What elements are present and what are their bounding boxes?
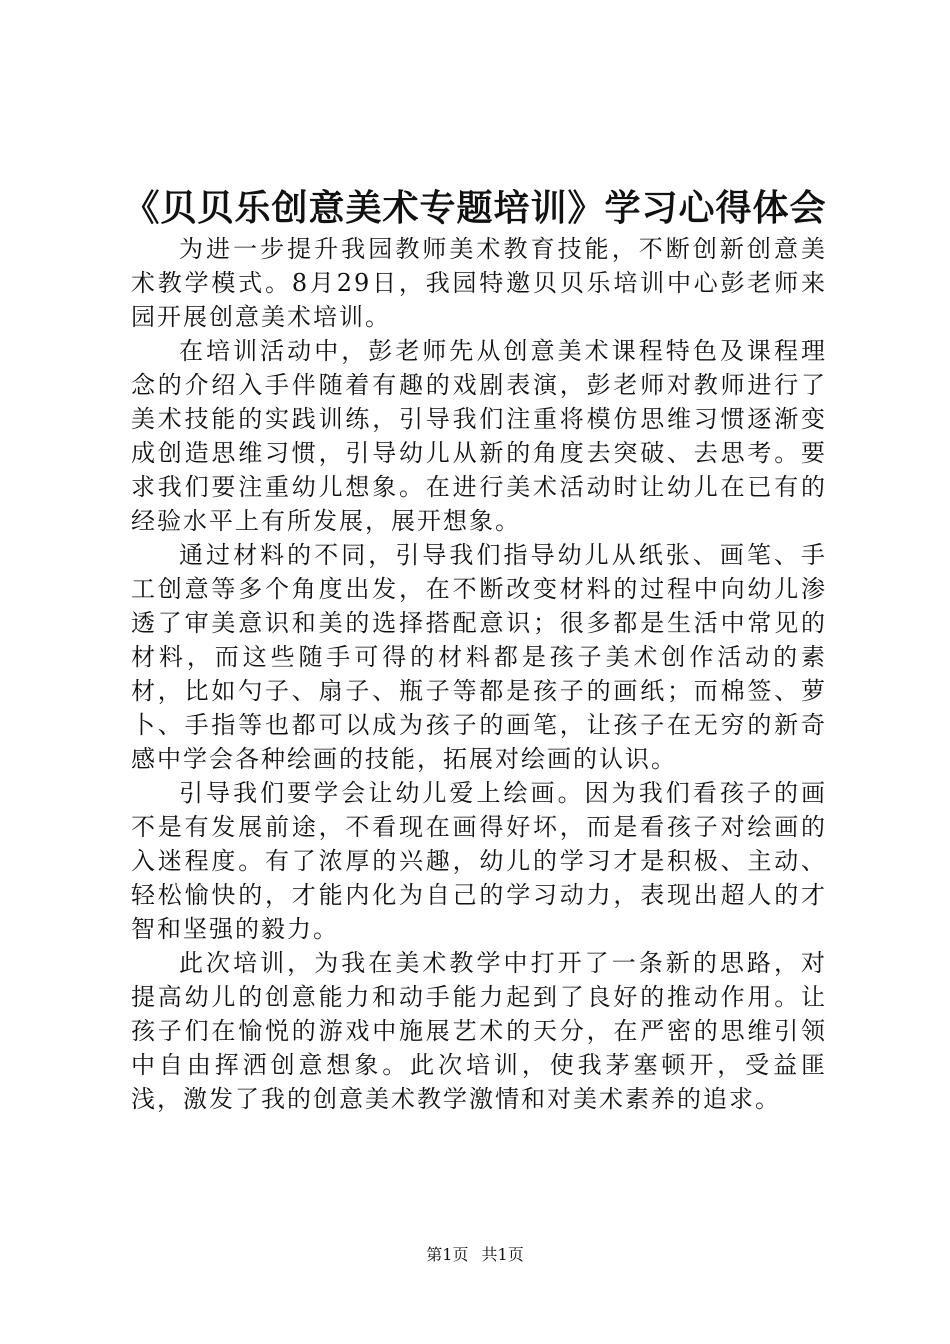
paragraph-2: 在培训活动中，彭老师先从创意美术课程特色及课程理念的介绍入手伴随着有趣的戏剧表演，彭老师对教师进行了美术技能的实践训练，引导我们注重将模仿思维习惯逐渐变成创造思维习惯，引导幼儿从新的角度去突破、去思考。要求我们要注重幼儿想象。在进行美术活动时让幼儿在已有的经验水平上有所发展，展开想象。 (131, 337, 827, 535)
document-body (131, 232, 827, 1116)
document-title: 《贝贝乐创意美术专题培训》学习心得体会 (123, 187, 827, 229)
page-number-total: 共1页 (481, 1245, 524, 1264)
paragraph-1: 为进一步提升我园教师美术教育技能，不断创新创意美术教学模式。8月29日，我园特邀贝贝乐培训中心彭老师来园开展创意美术培训。 (131, 235, 827, 331)
paragraph-5: 此次培训，为我在美术教学中打开了一条新的思路，对提高幼儿的创意能力和动手能力起到了良好的推动作用。让孩子们在愉悦的游戏中施展艺术的天分，在严密的思维引领中自由挥洒创意想象。此次培训，使我茅塞顿开，受益匪浅，激发了我的创意美术教学激情和对美术素养的追求。 (131, 949, 827, 1113)
page-number-current: 第1页 (426, 1245, 469, 1264)
paragraph-3: 通过材料的不同，引导我们指导幼儿从纸张、画笔、手工创意等多个角度出发，在不断改变材料的过程中向幼儿渗透了审美意识和美的选择搭配意识；很多都是生活中常见的材料，而这些随手可得的材料都是孩子美术创作活动的素材，比如勺子、扇子、瓶子等都是孩子的画纸；而棉签、萝卜、手指等也都可以成为孩子的画笔，让孩子在无穷的新奇感中学会各种绘画的技能，拓展对绘画的认识。 (131, 541, 827, 773)
page-footer (0, 1244, 950, 1266)
paragraph-4: 引导我们要学会让幼儿爱上绘画。因为我们看孩子的画不是有发展前途，不看现在画得好坏，而是看孩子对绘画的入迷程度。有了浓厚的兴趣，幼儿的学习才是积极、主动、轻松愉快的，才能内化为自己的学习动力，表现出超人的才智和坚强的毅力。 (131, 779, 827, 943)
